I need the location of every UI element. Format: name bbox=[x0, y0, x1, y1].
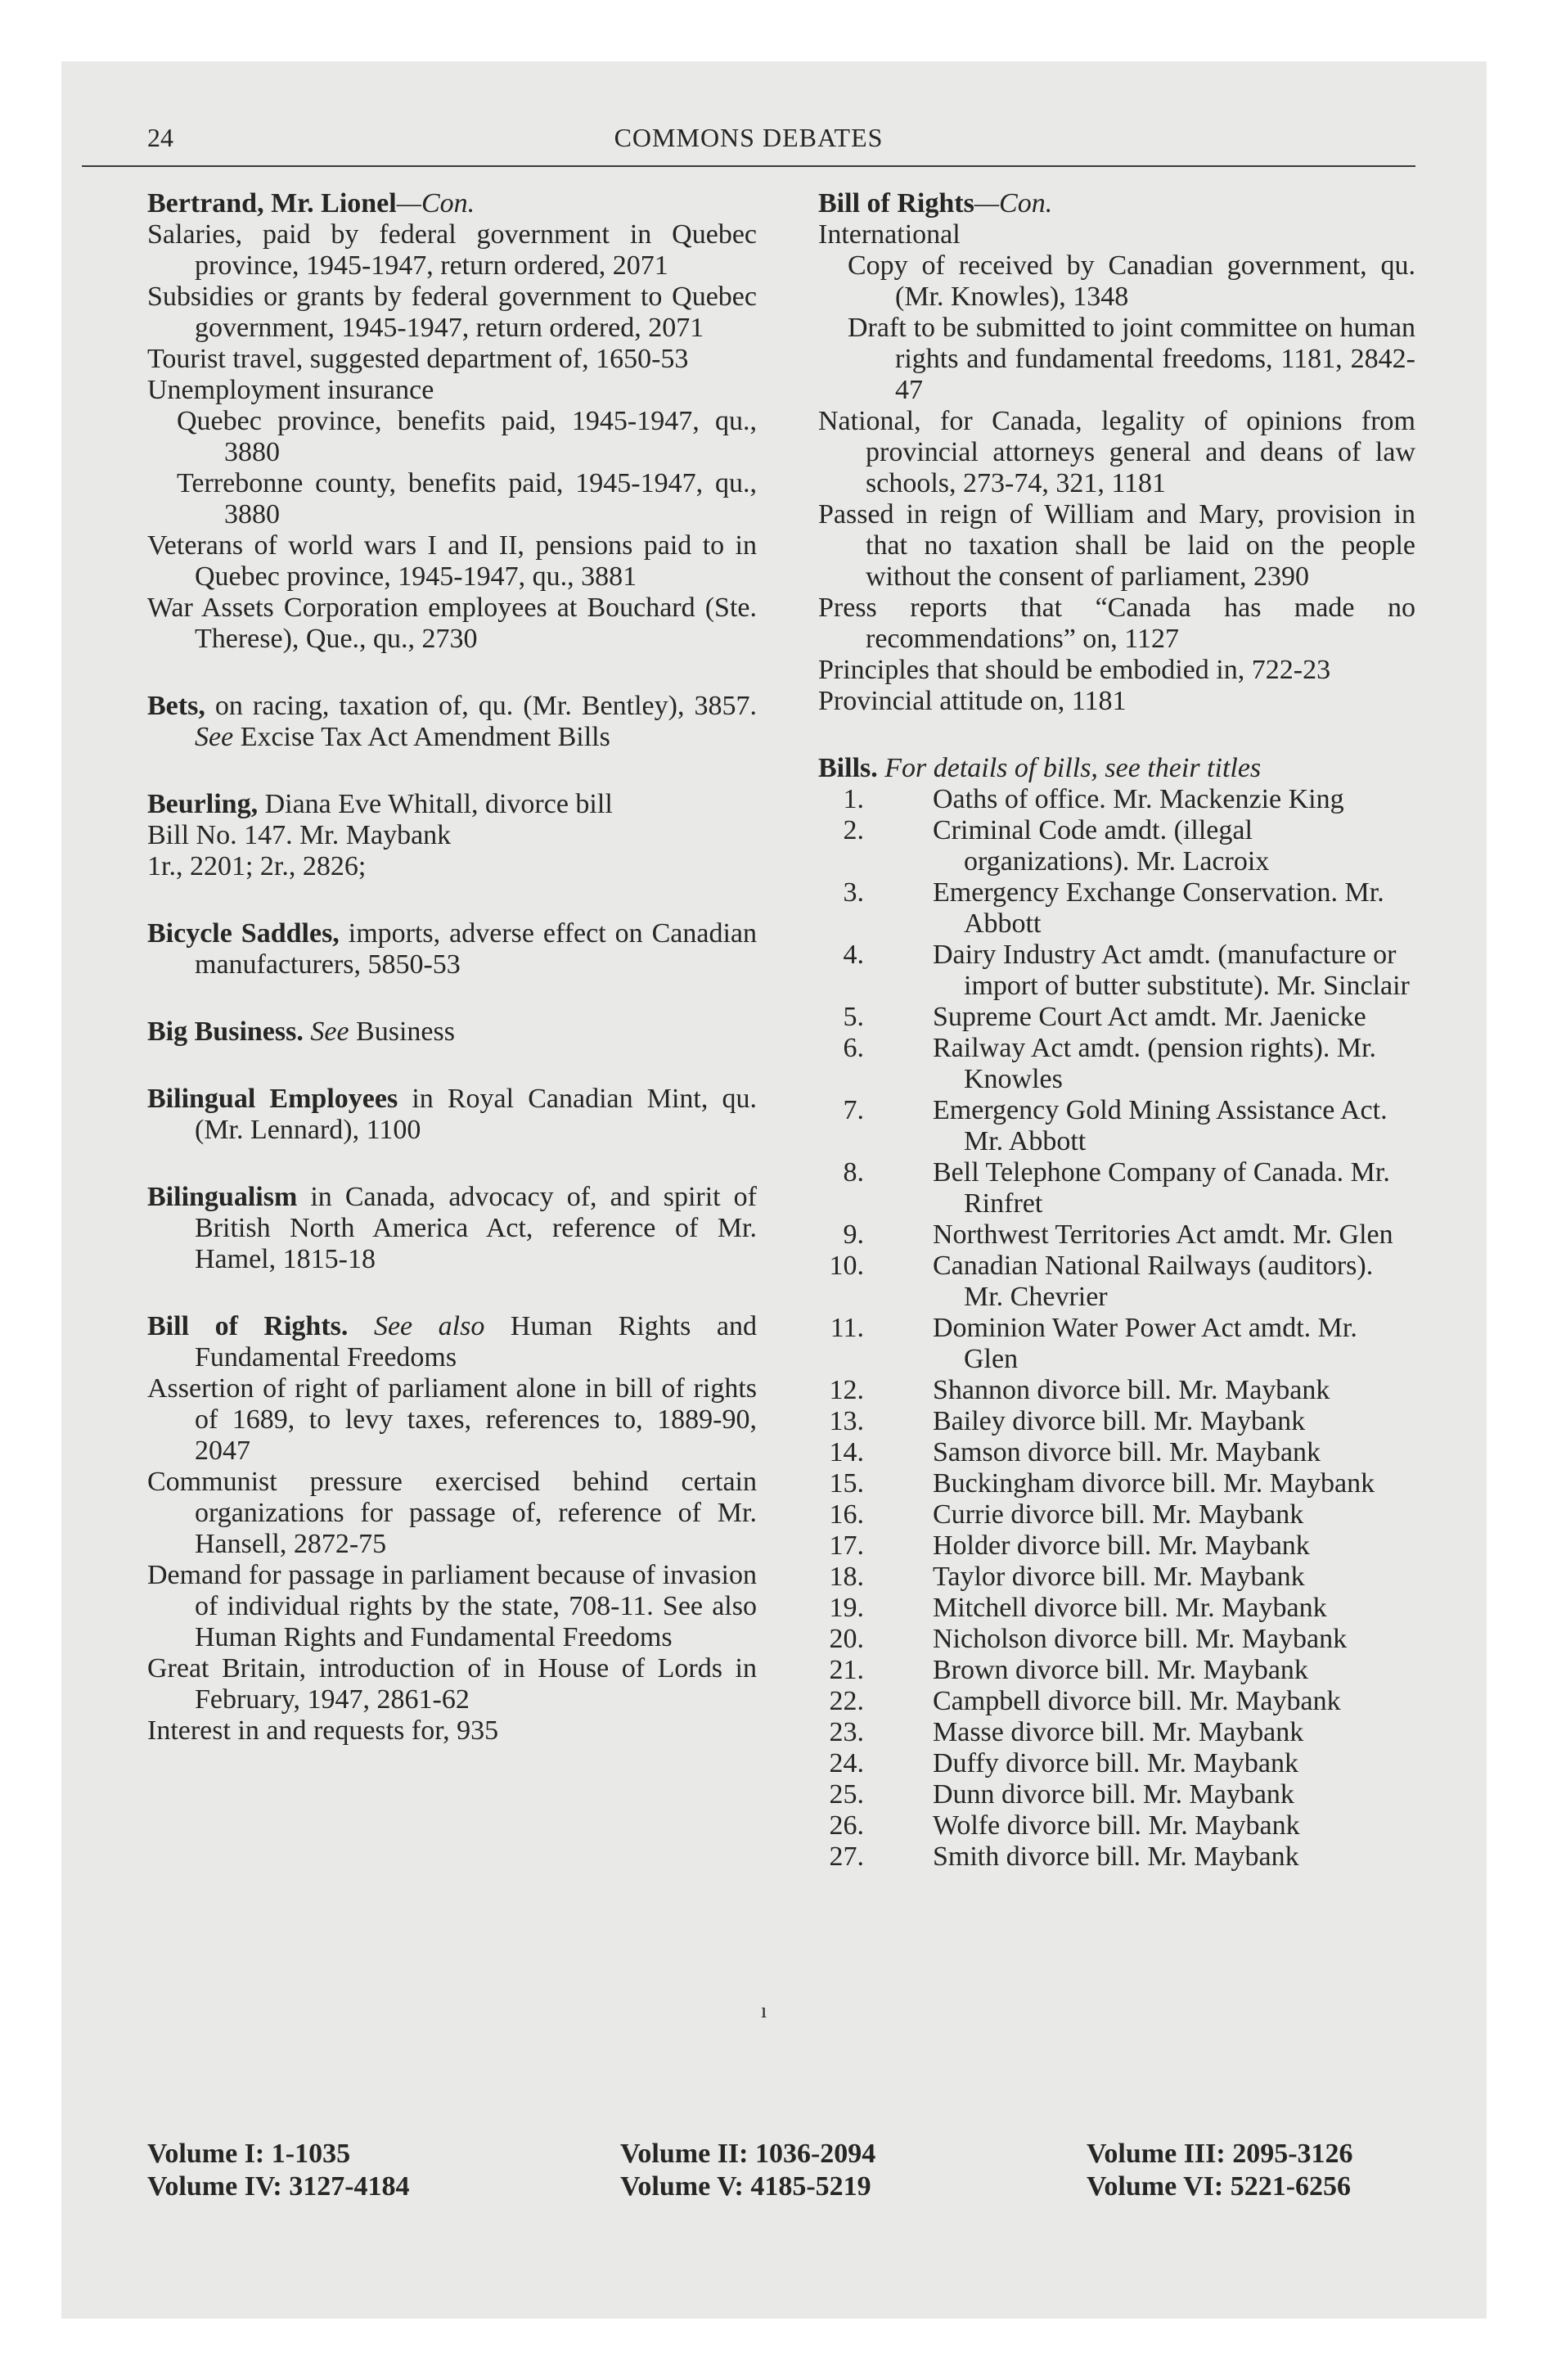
index-entry bbox=[147, 789, 757, 882]
bill-item bbox=[818, 877, 1415, 940]
bill-number: 16. bbox=[829, 1499, 864, 1530]
entry-text: in Royal Canadian Mint, qu. (Mr. Lennard), 1100 bbox=[195, 1084, 757, 1145]
bill-item bbox=[818, 940, 1415, 1002]
bill-item bbox=[818, 815, 1415, 877]
index-entry bbox=[818, 188, 1415, 717]
entry-heading: Bicycle Saddles, bbox=[147, 918, 340, 949]
bill-number: 13. bbox=[829, 1406, 864, 1436]
entry-subline: Communist pressure exercised behind certain organizations for passage of, reference of Mr. Hansell, 2872-75 bbox=[147, 1467, 757, 1559]
footer-volumes-col-2 bbox=[620, 2138, 875, 2203]
bill-item bbox=[818, 1313, 1415, 1375]
bill-number: 14. bbox=[829, 1437, 864, 1467]
bill-title: Buckingham divorce bill. Mr. Maybank bbox=[933, 1468, 1375, 1499]
entry-first-line bbox=[147, 1016, 757, 1048]
bill-number: 22. bbox=[829, 1686, 864, 1716]
bill-item bbox=[818, 1033, 1415, 1095]
bill-item bbox=[818, 1655, 1415, 1686]
entry-first-line bbox=[147, 1311, 757, 1373]
entry-subline: Unemployment insurance bbox=[147, 375, 434, 405]
entry-heading: Bill of Rights. bbox=[147, 1311, 349, 1341]
bill-item bbox=[818, 1375, 1415, 1406]
running-title: COMMONS DEBATES bbox=[614, 123, 884, 152]
bill-item bbox=[818, 1095, 1415, 1157]
entry-text: Excise Tax Act Amendment Bills bbox=[233, 722, 610, 752]
footer-volume: Volume V: 4185-5219 bbox=[620, 2171, 871, 2202]
bill-title: Bell Telephone Company of Canada. Mr. Rinfret bbox=[933, 1157, 1390, 1219]
entry-subline: Terrebonne county, benefits paid, 1945-1947, qu., 3880 bbox=[177, 468, 757, 530]
entry-heading: Bills. bbox=[818, 753, 878, 783]
bill-item bbox=[818, 1406, 1415, 1437]
bill-item bbox=[818, 1748, 1415, 1779]
bill-title: Campbell divorce bill. Mr. Maybank bbox=[933, 1686, 1341, 1716]
footer-volumes-col-1 bbox=[147, 2138, 410, 2203]
entry-subline: Copy of received by Canadian government, qu. (Mr. Knowles), 1348 bbox=[848, 250, 1415, 312]
footer-volumes-col-3 bbox=[1087, 2138, 1353, 2203]
entry-first-line bbox=[147, 918, 757, 980]
bill-item bbox=[818, 1157, 1415, 1219]
entry-subline: Interest in and requests for, 935 bbox=[147, 1715, 499, 1746]
bill-item bbox=[818, 1219, 1415, 1251]
bill-number: 10. bbox=[829, 1251, 864, 1281]
index-entry bbox=[147, 1182, 757, 1275]
entry-subline: Passed in reign of William and Mary, provision in that no taxation shall be laid on the people without the consent of parliament, 2390 bbox=[818, 499, 1415, 592]
bill-number: 1. bbox=[843, 784, 864, 814]
bill-number: 9. bbox=[843, 1219, 864, 1250]
bill-item bbox=[818, 1437, 1415, 1468]
entry-subline: National, for Canada, legality of opinions from provincial attorneys general and deans of law schools, 273-74, 321, 1181 bbox=[818, 406, 1415, 498]
entry-subline: Demand for passage in parliament because of invasion of individual rights by the state, 708-11. See also Human Rights and Fundamental Freedoms bbox=[147, 1560, 757, 1652]
margin-mark: ı bbox=[761, 1999, 767, 2022]
entry-heading: Bilingual Employees bbox=[147, 1084, 398, 1114]
footer-volume: Volume III: 2095-3126 bbox=[1087, 2139, 1353, 2169]
bill-title: Duffy divorce bill. Mr. Maybank bbox=[933, 1748, 1298, 1778]
bill-title: Railway Act amdt. (pension rights). Mr. Knowles bbox=[933, 1033, 1377, 1094]
index-entry-bill-of-rights-continued bbox=[818, 188, 1415, 717]
bills-list bbox=[818, 784, 1415, 1873]
entry-heading-cont: —Con. bbox=[974, 188, 1053, 219]
bill-number: 26. bbox=[829, 1810, 864, 1841]
index-entry bbox=[147, 691, 757, 753]
bill-number: 17. bbox=[829, 1530, 864, 1561]
entry-text: in Canada, advocacy of, and spirit of British North America Act, reference of Mr. Hamel, 1815-18 bbox=[195, 1182, 757, 1274]
bill-number: 7. bbox=[843, 1095, 864, 1125]
bill-number: 15. bbox=[829, 1468, 864, 1499]
entry-first-line bbox=[147, 1182, 757, 1275]
entry-subline: Assertion of right of parliament alone in bill of rights of 1689, to levy taxes, references to, 1889-90, 2047 bbox=[147, 1373, 757, 1466]
bill-title: Taylor divorce bill. Mr. Maybank bbox=[933, 1562, 1305, 1592]
bill-item bbox=[818, 1810, 1415, 1841]
footer-volume: Volume II: 1036-2094 bbox=[620, 2139, 876, 2169]
bill-item bbox=[818, 1686, 1415, 1717]
bill-title: Emergency Gold Mining Assistance Act. Mr. Abbott bbox=[933, 1095, 1388, 1156]
bill-title: Criminal Code amdt. (illegal organizations). Mr. Lacroix bbox=[933, 815, 1270, 877]
entry-subline: Veterans of world wars I and II, pensions paid to in Quebec province, 1945-1947, qu., 3881 bbox=[147, 530, 757, 592]
entry-heading: Bill of Rights bbox=[818, 188, 974, 219]
bill-item bbox=[818, 1562, 1415, 1593]
entry-subline: Subsidies or grants by federal government to Quebec government, 1945-1947, return ordered, 2071 bbox=[147, 282, 757, 343]
footer-volume: Volume IV: 3127-4184 bbox=[147, 2171, 410, 2202]
entry-subline: 1r., 2201; 2r., 2826; bbox=[147, 851, 367, 881]
bill-item bbox=[818, 1499, 1415, 1530]
bill-item bbox=[818, 1002, 1415, 1033]
entry-note: For details of bills, see their titles bbox=[884, 753, 1262, 783]
entry-first-line bbox=[147, 1084, 757, 1146]
index-entry-bills bbox=[818, 753, 1415, 1873]
page-number: 24 bbox=[147, 123, 173, 152]
index-entry bbox=[147, 1084, 757, 1146]
entry-heading: Bilingualism bbox=[147, 1182, 298, 1212]
bill-title: Masse divorce bill. Mr. Maybank bbox=[933, 1717, 1304, 1747]
entry-subline: Bill No. 147. Mr. Maybank bbox=[147, 820, 452, 850]
bill-number: 24. bbox=[829, 1748, 864, 1778]
bill-item bbox=[818, 1530, 1415, 1562]
bill-title: Samson divorce bill. Mr. Maybank bbox=[933, 1437, 1321, 1467]
footer-volume: Volume VI: 5221-6256 bbox=[1087, 2171, 1352, 2202]
bill-title: Nicholson divorce bill. Mr. Maybank bbox=[933, 1624, 1348, 1654]
bill-number: 21. bbox=[829, 1655, 864, 1685]
bill-title: Holder divorce bill. Mr. Maybank bbox=[933, 1530, 1310, 1561]
bill-number: 12. bbox=[829, 1375, 864, 1405]
bill-number: 25. bbox=[829, 1779, 864, 1810]
entry-subline: Press reports that “Canada has made no recommendations” on, 1127 bbox=[818, 593, 1415, 654]
index-entry bbox=[147, 1016, 757, 1048]
bill-title: Northwest Territories Act amdt. Mr. Glen bbox=[933, 1219, 1393, 1250]
bill-item bbox=[818, 1593, 1415, 1624]
bill-title: Bailey divorce bill. Mr. Maybank bbox=[933, 1406, 1306, 1436]
index-entry bbox=[147, 918, 757, 980]
bill-item bbox=[818, 784, 1415, 815]
entry-subline: Draft to be submitted to joint committee on human rights and fundamental freedoms, 1181, 2842-47 bbox=[848, 313, 1415, 405]
bill-title: Shannon divorce bill. Mr. Maybank bbox=[933, 1375, 1330, 1405]
bill-number: 23. bbox=[829, 1717, 864, 1747]
bill-title: Dominion Water Power Act amdt. Mr. Glen bbox=[933, 1313, 1357, 1374]
bill-item bbox=[818, 1779, 1415, 1810]
entry-subline: Quebec province, benefits paid, 1945-1947, qu., 3880 bbox=[177, 406, 757, 467]
entry-subline: Great Britain, introduction of in House of Lords in February, 1947, 2861-62 bbox=[147, 1653, 757, 1715]
bill-title: Canadian National Railways (auditors). Mr. Chevrier bbox=[933, 1251, 1374, 1312]
bill-title: Mitchell divorce bill. Mr. Maybank bbox=[933, 1593, 1327, 1623]
bill-number: 5. bbox=[843, 1002, 864, 1032]
entry-heading: Bets, bbox=[147, 691, 205, 721]
entry-heading: Big Business. bbox=[147, 1016, 304, 1047]
bill-number: 11. bbox=[830, 1313, 864, 1343]
footer-volume: Volume I: 1-1035 bbox=[147, 2139, 351, 2169]
bill-number: 8. bbox=[843, 1157, 864, 1188]
entry-subline: Salaries, paid by federal government in Quebec province, 1945-1947, return ordered, 2071 bbox=[147, 219, 757, 281]
running-header bbox=[82, 123, 1415, 167]
entry-heading: Beurling, bbox=[147, 789, 259, 819]
entry-first-line bbox=[147, 789, 757, 820]
entry-heading: Bertrand, Mr. Lionel bbox=[147, 188, 397, 219]
bill-title: Dunn divorce bill. Mr. Maybank bbox=[933, 1779, 1294, 1810]
bill-number: 27. bbox=[829, 1841, 864, 1872]
bill-number: 3. bbox=[843, 877, 864, 908]
entry-text: Human Rights and Fundamental Freedoms bbox=[195, 1311, 758, 1373]
entry-text: on racing, taxation of, qu. (Mr. Bentley), 3857. bbox=[205, 691, 757, 721]
bill-item bbox=[818, 1717, 1415, 1748]
bill-title: Supreme Court Act amdt. Mr. Jaenicke bbox=[933, 1002, 1366, 1032]
entry-heading-cont: —Con. bbox=[396, 188, 475, 219]
entry-see: See bbox=[195, 722, 234, 752]
bill-title: Smith divorce bill. Mr. Maybank bbox=[933, 1841, 1299, 1872]
entry-subline: Tourist travel, suggested department of, 1650-53 bbox=[147, 344, 689, 374]
entry-subline: Provincial attitude on, 1181 bbox=[818, 686, 1127, 716]
bill-title: Brown divorce bill. Mr. Maybank bbox=[933, 1655, 1308, 1685]
bill-number: 2. bbox=[843, 815, 864, 845]
bill-number: 4. bbox=[843, 940, 864, 970]
entry-first-line bbox=[147, 188, 757, 219]
entry-see: See bbox=[303, 1016, 349, 1047]
entry-subline: International bbox=[818, 219, 961, 250]
bill-title: Oaths of office. Mr. Mackenzie King bbox=[933, 784, 1344, 814]
entry-text: Diana Eve Whitall, divorce bill bbox=[258, 789, 613, 819]
bill-number: 6. bbox=[843, 1033, 864, 1063]
entry-text: imports, adverse effect on Canadian manufacturers, 5850-53 bbox=[195, 918, 757, 980]
entry-first-line bbox=[147, 691, 757, 753]
index-entry bbox=[147, 188, 757, 655]
bill-title: Emergency Exchange Conservation. Mr. Abbott bbox=[933, 877, 1384, 939]
entry-see: See also bbox=[348, 1311, 485, 1341]
entry-subline: War Assets Corporation employees at Bouchard (Ste. Therese), Que., qu., 2730 bbox=[147, 593, 757, 654]
bill-item bbox=[818, 1624, 1415, 1655]
index-entry bbox=[147, 1311, 757, 1747]
entry-first-line bbox=[818, 188, 1415, 219]
bill-number: 20. bbox=[829, 1624, 864, 1654]
bill-item bbox=[818, 1841, 1415, 1873]
bill-title: Currie divorce bill. Mr. Maybank bbox=[933, 1499, 1304, 1530]
left-column bbox=[147, 188, 757, 1747]
bill-title: Dairy Industry Act amdt. (manufacture or import of butter substitute). Mr. Sinclair bbox=[933, 940, 1410, 1001]
bill-item bbox=[818, 1251, 1415, 1313]
bill-number: 18. bbox=[829, 1562, 864, 1592]
bill-title: Wolfe divorce bill. Mr. Maybank bbox=[933, 1810, 1300, 1841]
entry-subline: Principles that should be embodied in, 722-23 bbox=[818, 655, 1331, 685]
entry-text: Business bbox=[349, 1016, 455, 1047]
bill-number: 19. bbox=[829, 1593, 864, 1623]
right-column bbox=[818, 188, 1415, 1873]
bill-item bbox=[818, 1468, 1415, 1499]
